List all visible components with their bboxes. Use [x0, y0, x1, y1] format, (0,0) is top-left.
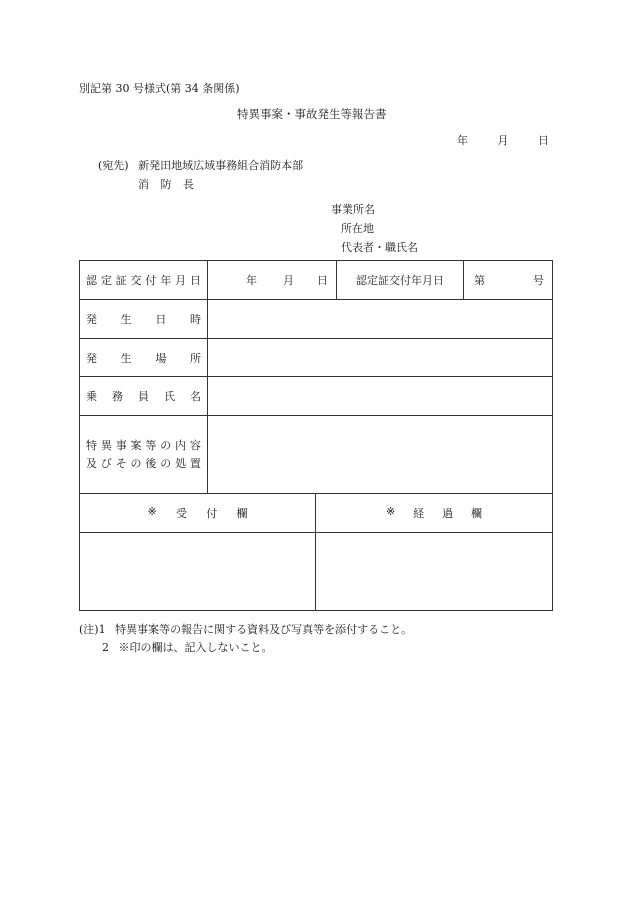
addressee: [98, 157, 303, 173]
addressee-prefix: (宛先): [98, 159, 129, 172]
representative-label: 代表者・職氏名: [341, 241, 418, 254]
crew-name-field[interactable]: [208, 377, 553, 416]
details-field[interactable]: [208, 416, 553, 494]
addressee-title: 消 防 長: [138, 178, 194, 191]
note-1: (注)1 特異事案等の報告に関する資料及び写真等を添付すること。: [79, 623, 413, 636]
crew-name-label: 乗 務 員 氏 名: [80, 377, 208, 416]
progress-field[interactable]: [316, 533, 553, 611]
cert-number-field[interactable]: 第 号: [464, 261, 553, 300]
note-2: 2 ※印の欄は、記入しないこと。: [102, 641, 273, 654]
date-day-label: 日: [538, 134, 549, 147]
cert-date-label: 認 定 証 交 付 年 月 日: [80, 261, 208, 300]
cert-date-field[interactable]: 年 月 日: [208, 261, 337, 300]
occurred-datetime-field[interactable]: [208, 300, 553, 339]
document-title: 特異事案・事故発生等報告書: [237, 107, 387, 121]
date-year-label: 年: [457, 134, 468, 147]
progress-header: ※ 経 過 欄: [316, 494, 553, 533]
reception-header: ※ 受 付 欄: [80, 494, 316, 533]
cert-date-label-2: 認定証交付年月日: [337, 261, 464, 300]
form-id: 別記第 30 号様式(第 34 条関係): [79, 82, 240, 95]
addressee-org: 新発田地域広域事務組合消防本部: [138, 159, 304, 172]
report-table: [79, 260, 553, 611]
occurred-datetime-label: 発 生 日 時: [80, 300, 208, 339]
report-date: [457, 132, 549, 148]
office-name-label: 事業所名: [331, 203, 375, 216]
occurred-place-label: 発 生 場 所: [80, 339, 208, 377]
date-month-label: 月: [497, 134, 509, 147]
details-label: 特 異 事 案 等 の 内 容 及 び そ の 後 の 処 置: [80, 416, 208, 494]
address-label: 所在地: [341, 222, 374, 235]
occurred-place-field[interactable]: [208, 339, 553, 377]
reception-field[interactable]: [80, 533, 316, 611]
